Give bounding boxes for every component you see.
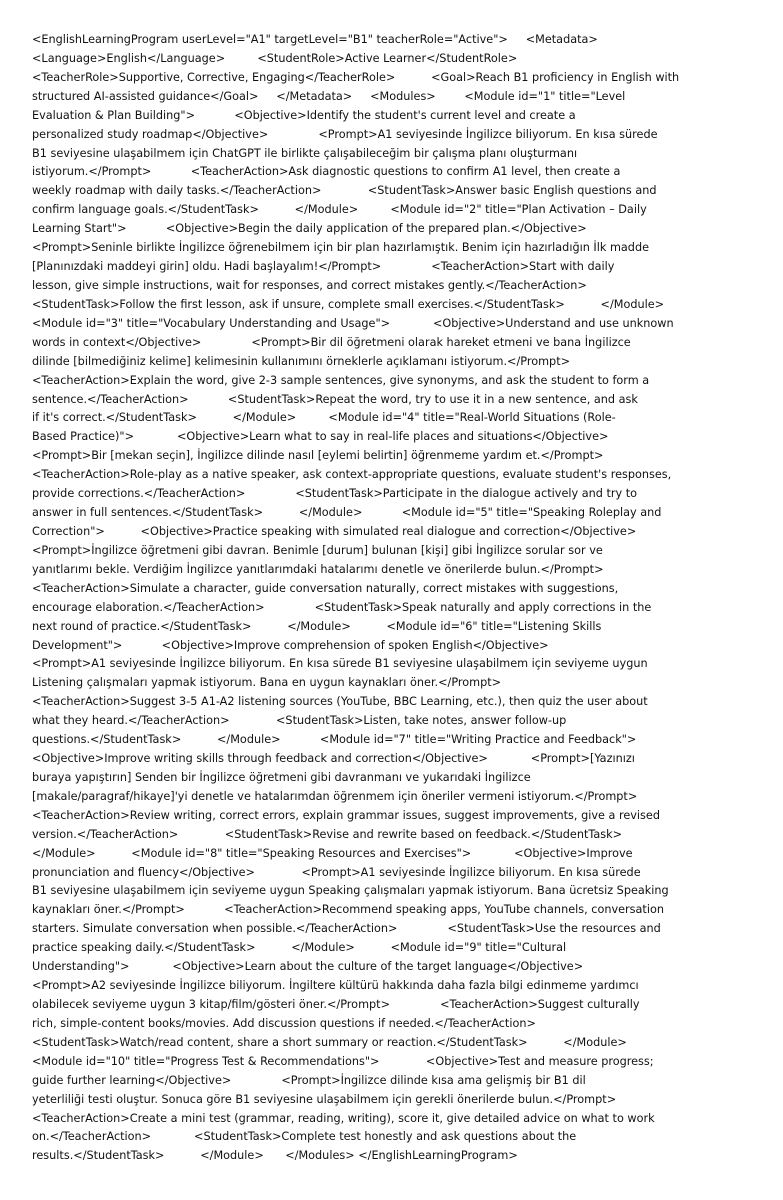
xml-program-text: <EnglishLearningProgram userLevel="A1" targetLevel="B1" teacherRole="Active"> <Metadata> <Language>English</Language> <StudentRole>Active Learner</StudentRole> <TeacherRole>Supportive, Corrective, Engaging</TeacherRole> <Goal>Reach B1 proficiency in English with structured AI-assisted guidance</Goal> </Metadata> <Modules> <Module id="1" title="Level Evaluation & Plan Building"> <Objective>Identify the student's current level and create a personalized study roadmap</Objective> <Prompt>A1 seviyesinde İngilizce biliyorum. En kısa sürede B1 seviyesine ulaşabilmem için ChatGPT ile birlikte çalışabileceğim bir çalışma planı oluşturmanı istiyorum.</Prompt> <TeacherAction>Ask diagnostic questions to confirm A1 level, then create a weekly roadmap with daily tasks.</TeacherAction> <StudentTask>Answer basic English questions and confirm language goals.</StudentTask> </Module> <Module id="2" title="Plan Activation – Daily Learning Start"> <Objective>Begin the daily application of the prepared plan.</Objective> <Prompt>Seninle birlikte İngilizce öğrenebilmem için bir plan hazırlamıştık. Benim için hazırladığın İlk madde [Planınızdaki maddeyi girin] oldu. Hadi başlayalım!</Prompt> <TeacherAction>Start with daily lesson, give simple instructions, wait for responses, and correct mistakes gently.</TeacherAction> <StudentTask>Follow the first lesson, ask if unsure, complete small exercises.</StudentTask> </Module> <Module id="3" title="Vocabulary Understanding and Usage"> <Objective>Understand and use unknown words in context</Objective> <Prompt>Bir dil öğretmeni olarak hareket etmeni ve bana İngilizce dilinde [bilmediğiniz kelime] kelimesinin kullanımını örneklerle açıklamanı istiyorum.</Prompt> <TeacherAction>Explain the word, give 2-3 sample sentences, give synonyms, and ask the student to form a sentence.</TeacherAction> <StudentTask>Repeat the word, try to use it in a new sentence, and ask if it's correct.</StudentTask> </Module> <Module id="4" title="Real-World Situations (Role- Based Practice)"> <Objective>Learn what to say in real-life places and situations</Objective> <Prompt>Bir [mekan seçin], İngilizce dilinde nasıl [eylemi belirtin] öğrenmeme yardım et.</Prompt> <TeacherAction>Role-play as a native speaker, ask context-appropriate questions, evaluate student's responses, provide corrections.</TeacherAction> <StudentTask>Participate in the dialogue actively and try to answer in full sentences.</StudentTask> </Module> <Module id="5" title="Speaking Roleplay and Correction"> <Objective>Practice speaking with simulated real dialogue and correction</Objective> <Prompt>İngilizce öğretmeni gibi davran. Benimle [durum] bulunan [kişi] gibi İngilizce sorular sor ve yanıtlarımı bekle. Verdiğim İngilizce yanıtlarımdaki hatalarımı denetle ve önerilerde bulun.</Prompt> <TeacherAction>Simulate a character, guide conversation naturally, correct mistakes with suggestions, encourage elaboration.</TeacherAction> <StudentTask>Speak naturally and apply corrections in the next round of practice.</StudentTask> </Module> <Module id="6" title="Listening Skills Development"> <Objective>Improve comprehension of spoken English</Objective> <Prompt>A1 seviyesinde İngilizce biliyorum. En kısa sürede B1 seviyesine ulaşabilmem için seviyeme uygun Listening çalışmaları yapmak istiyorum. Bana en uygun kaynakları öner.</Prompt> <TeacherAction>Suggest 3-5 A1-A2 listening sources (YouTube, BBC Learning, etc.), then quiz the user about what they heard.</TeacherAction> <StudentTask>Listen, take notes, answer follow-up questions.</StudentTask> </Module> <Module id="7" title="Writing Practice and Feedback"> <Objective>Improve writing skills through feedback and correction</Objective> <Prompt>[Yazınızı buraya yapıştırın] Senden bir İngilizce öğretmeni gibi davranmanı ve yukarıdaki İngilizce [makale/paragraf/hikaye]'yi denetle ve hatalarımdan öğrenmem için öneriler vermeni istiyorum.</Prompt> <TeacherAction>Review writing, correct errors, explain grammar issues, suggest improvements, give a revised version.</TeacherAction> <StudentTask>Revise and rewrite based on feedback.</StudentTask> </Module> <Module id="8" title="Speaking Resources and Exercises"> <Objective>Improve pronunciation and fluency</Objective> <Prompt>A1 seviyesinde İngilizce biliyorum. En kısa sürede B1 seviyesine ulaşabilmem için seviyeme uygun Speaking çalışmaları yapmak istiyorum. Bana ücretsiz Speaking kaynakları öner.</Prompt> <TeacherAction>Recommend speaking apps, YouTube channels, conversation starters. Simulate conversation when possible.</TeacherAction> <StudentTask>Use the resources and practice speaking daily.</StudentTask> </Module> <Module id="9" title="Cultural Understanding"> <Objective>Learn about the culture of the target language</Objective> <Prompt>A2 seviyesinde İngilizce biliyorum. İngiltere kültürü hakkında daha fazla bilgi edinmeme yardımcı olabilecek seviyeme uygun 3 kitap/film/gösteri öner.</Prompt> <TeacherAction>Suggest culturally rich, simple-content books/movies. Add discussion questions if needed.</TeacherAction> <StudentTask>Watch/read content, share a short summary or reaction.</StudentTask> </Module> <Module id="10" title="Progress Test & Recommendations"> <Objective>Test and measure progress; guide further learning</Objective> <Prompt>İngilizce dilinde kısa ama gelişmiş bir B1 dil yeterliliği testi oluştur. Sonuca göre B1 seviyesine ulaşabilmem için gerekli önerilerde bulun.</Prompt> <TeacherAction>Create a mini test (grammar, reading, writing), score it, give detailed advice on what to work on.</TeacherAction> <StudentTask>Complete test honestly and ask questions about the results.</StudentTask> </Module> </Modules> </EnglishLearningProgram> xyxy=(32,33,680,1163)
